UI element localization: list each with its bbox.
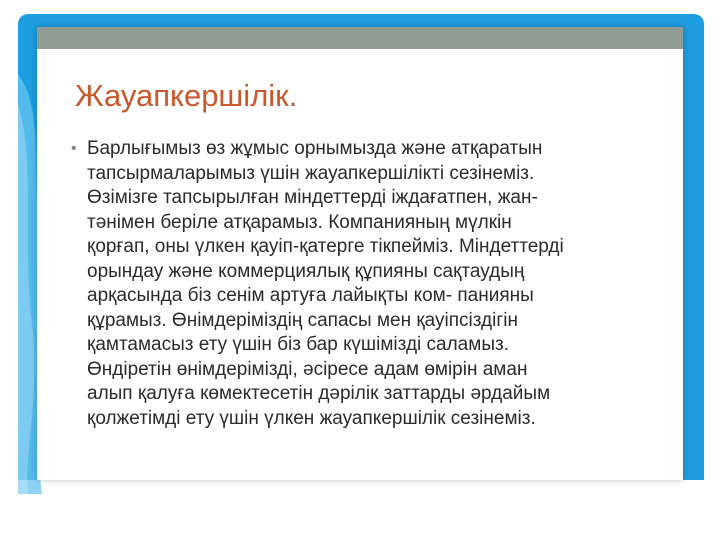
body-line: тапсырмаларымыз үшін жауапкершілікті сезінеміз. (87, 162, 535, 184)
body-line: қамтамасыз ету үшін біз бар күшімізді саламыз. (87, 334, 509, 355)
slide-title: Жауапкершілік. (75, 78, 298, 113)
body-line: орындау және коммерциялық құпияны сақтаудың (87, 260, 525, 282)
slide-content-panel (37, 27, 683, 480)
bullet-marker: • (71, 140, 77, 157)
slide-body (71, 137, 671, 431)
bullet-paragraph (71, 137, 671, 431)
body-line: Барлығымыз өз жұмыс орнымызда және атқаратын (87, 138, 543, 159)
body-line: алып қалуға көмектесетін дәрілік заттарды әрдайым (87, 383, 551, 404)
body-line: қорғап, оны үлкен қауіп-қатерге тікпейміз. Міндеттерді (87, 236, 564, 257)
body-line: қолжетімді ету үшін үлкен жауапкершілік сезінеміз. (87, 407, 536, 429)
body-line: арқасында біз сенім артуға лайықты ком- панияны (87, 285, 534, 306)
slide-top-bar (37, 27, 683, 49)
body-line: тәнімен беріле атқарамыз. Компанияның мүлкін (87, 211, 512, 233)
body-line: Өзімізге тапсырылған міндеттерді іждағатпен, жан- (87, 187, 538, 208)
body-line: Өндіретін өнімдерімізді, әсіресе адам өмірін аман (87, 358, 528, 380)
body-line: құрамыз. Өнімдеріміздің сапасы мен қауіпсіздігін (87, 309, 518, 331)
